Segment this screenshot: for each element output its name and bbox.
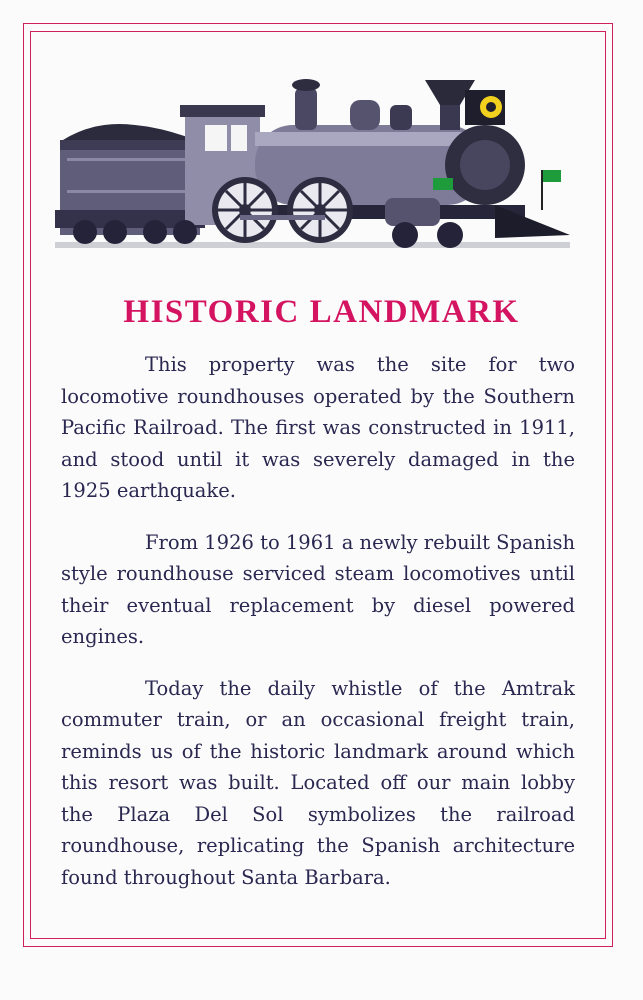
paragraph-rebuild: From 1926 to 1961 a newly rebuilt Spanish style roundhouse serviced steam locomotives until their eventual replacement by diesel powered engines.: [61, 530, 576, 648]
steam-locomotive-illustration: [55, 60, 575, 260]
paragraph-history: This property was the site for two locomotive roundhouses operated by the Southern Pacific Railroad. The first was constructed in 1911, and stood until it was severely damaged in the 1925 earthquake.: [61, 353, 575, 502]
body-text: [61, 349, 575, 913]
page-title: HISTORIC LANDMARK: [123, 294, 520, 330]
paragraph-today: Today the daily whistle of the Amtrak commuter train, or an occasional freight train, reminds us of the historic landmark around which this resort was built. Located off our main lobby the Plaza Del Sol symbolizes the railroad roundhouse, replicating the Spanish architecture found throughout Santa Barbara.: [61, 676, 575, 889]
